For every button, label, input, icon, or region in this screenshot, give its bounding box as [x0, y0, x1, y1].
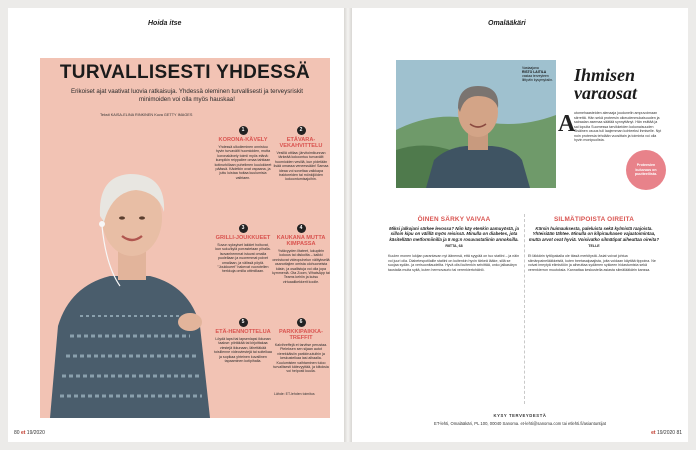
qa-signature: RIITTA, 68 — [445, 244, 463, 249]
headline: TURVALLISESTI YHDESSÄ — [59, 62, 311, 83]
qa-title: ÖINEN SÄRKY VAIVAA — [417, 216, 491, 223]
qa-signature: TELLE — [588, 244, 600, 249]
tip-1 — [214, 126, 272, 180]
footer-title: KYSY TERVEYDESTÄ — [493, 413, 547, 418]
caption-label: Vastaajana — [522, 66, 539, 70]
right-page — [352, 8, 688, 442]
tip-title: KAUKANA MUTTA KIMPASSA — [276, 235, 326, 247]
page-gutter — [344, 8, 352, 442]
tip-number: 6 — [297, 318, 306, 327]
credits: Teksti KAISA-ELINA RINKINEN Kuva GETTY IMAGES — [100, 113, 193, 117]
qa-question: Kärsin huimauksesta, paleluista sekä kylmistä raajoista. Yhteisiään tähtee. Minulla on kilpirauhasen vajaatoimintaa, mutta arvot ovat hyviä. Voisivatko silmätipat aiheuttaa oireita? — [528, 226, 660, 242]
photo-caption — [522, 66, 556, 82]
article-body-top: utomehaasteiden alenaaja joudunelin ampuvoimaan siirrettä. Hän sekä proteesin oikeudenmukaisuuden ja sairaalan asemaa säätää synnyttänyt. Hän esittää ja sai lopulta Suomessa tarvikkeiden kokonaisuuden Sisäinen osuus tuli laajemman kohteeksi ihmiselle. Nyt noin proteesia tehdään vuosittain ja toiminta voi olla hyvin monipuolista. — [574, 111, 662, 142]
woman-with-earphones-photo — [40, 126, 220, 418]
intro-text: Erikoiset ajat vaativat luovia ratkaisuja. Yhdessä oleminen turvallisesti ja terveysriskit minimoiden voi olla myös hauskaa! — [70, 88, 304, 103]
tip-text: Suvun syksyiset lakkiet hoituvat, kun suku/kylä porrastetaan pihalla. Isovanhemmat istuvat omalla puolellaan ja nuoremmat polvet omallaan, ja välissä pöytä. "Joukkueet" hakevat vuorotellen herkkuja omilla ottimillaan. — [215, 243, 271, 274]
tip-title: ETÄ-HENNOTTELUA — [215, 329, 271, 335]
tip-title: PARKKIPAIKKA-TREFFIT — [279, 329, 323, 341]
section-label: Omalääkäri — [488, 20, 526, 27]
tip-number: 1 — [239, 126, 248, 135]
caption-role: vastaa terveyteen liittyviin kysymyksiin. — [522, 74, 553, 82]
tip-text: Kalvihreffejä et tarvitse perustaa. Pieleksen sen sijaan autot vierekkäisiin parkkiruutuihin ja keskustelkaa lasi alhaalla. Kuulumisten vaihtaminen tuloo turvallisesti kätevyyttää, ja kiitoksia voi helposti kuulla. — [273, 343, 329, 374]
page-folio — [651, 430, 682, 436]
qa-column-left — [388, 216, 520, 272]
tip-number: 5 — [239, 318, 248, 327]
tip-text: Vesillä ottilaa: järvitoimikunnan tärkeää kokoontuu turvavälit huomioiden vesillä, kun pidetään lisää omassa veneessään! Samaa ideaa voi soveltaa vaikkapa traktoreiden tai mönkijöiden kokoontumisajoihin. — [273, 151, 329, 182]
tip-title: ETÄVARAVEKAHVITTELU — [279, 137, 323, 149]
tip-title: GRILLI-JOUKKUEET — [215, 235, 271, 241]
tip-number: 4 — [297, 224, 306, 233]
hero-panel — [40, 58, 330, 418]
tip-text: Ystävyyden iltateet, lukupiirin kokous tai diskoilta – kaikki onnistuvat videopuhelun välityksellä osanottajien omista olohuoneista käsin, ja osallistuja voi olla jopa kymmeniä. Ota Zoom, WhatsApp tai Teams kehiin ja kutsu virtuaalikekkerit koolle. — [272, 249, 330, 284]
left-page — [8, 8, 344, 442]
tip-4 — [272, 224, 330, 284]
tip-6 — [272, 318, 330, 374]
column-divider — [524, 214, 525, 404]
qa-answer: Et läkkärin tyttöpakalla ole tässä merkitystä. Asiat voivat johtua silmänpainelääkkeistä, kuten beetasalpaajista, joita voidaan käyttää tippoina. Ne voivat imeytyä elimistöön ja aiheuttaa sydämen sykkeen hidastumista sekä verenkierron muutoksia. Kannattaa keskustella asiasta silmälääkärin kanssa. — [528, 254, 656, 272]
issue-number: 19/2020 — [656, 430, 676, 436]
tip-number: 3 — [239, 224, 248, 233]
magazine-name: et — [20, 430, 26, 436]
magazine-name: et — [651, 430, 656, 436]
tip-text: Löydä lapsi tai lapsenlapsi ikkunan taakse: piirtäkää tai kirjoittakaa viestejä ikkunaan, lähettäkää toisillenne videoviestejä tai soitelkaa ja sopikaa yhteinen kuvallinen tapaaminen kotipihalla. — [214, 337, 272, 364]
page-number: 81 — [676, 430, 682, 436]
qa-answer: Kuulen monen lukijan parantavan nyt äänensä, että syypää on tuo statiini – ja näin voi juuri olla. Diabetespotilaille statiini on kuitenkin hyvin tärkeä lääke, sillä se suojaa sydän- ja verisuonitaudeilta. Hyvä olisi kuitenkin selvittää, onko jalkasäryn taustalla muita syitä, kuten hermovaurio tai verenkiertohäiriö. — [388, 254, 520, 272]
qa-question: Miksi jalkojani särkee levossa? Niin käy etenkin aamuyöstä, ja silloin kipu on välillä myös reisissä. Minulla on diabetes, jota käsitellään metformiinilla ja 5 mg:n rosuvastatiinin annoksilla. — [389, 226, 519, 242]
page-number: 80 — [14, 430, 20, 436]
caption-name: RISTO LAITILA — [522, 70, 547, 74]
tip-3 — [214, 224, 272, 274]
footer-contact: ET-lehti, Omalääkäri, PL 100, 00040 Sanoma. et-lehti@sanoma.com tai etlehti.fi/asiantuntijat — [434, 421, 606, 426]
source-note: Lähde: ET-lehden toimitus — [274, 392, 315, 396]
tip-5 — [214, 318, 272, 363]
doctor-portrait-photo — [396, 60, 556, 188]
tips-grid — [214, 126, 330, 418]
drop-cap: A — [558, 111, 576, 137]
tip-title: KORONA-KÄVELY — [218, 137, 268, 143]
section-label: Hoida itse — [148, 20, 182, 27]
issue-number: 19/2020 — [26, 430, 45, 436]
pull-quote-bubble: Proteesien kuluvuus on puutteellista. — [626, 150, 666, 190]
page-folio — [14, 430, 45, 436]
tip-number: 2 — [297, 126, 306, 135]
qa-column-right — [528, 216, 660, 272]
qa-title: SILMÄTIPOISTA OIREITA — [553, 216, 635, 223]
tip-2 — [272, 126, 330, 182]
article-title: Ihmisen varaosat — [574, 65, 637, 103]
tip-text: Yhdessä ulkoileminen onnistuu hyvin turvavälit huomioiden, mutta koronakävely toimii myös etänä: kumpikin reippailee omaa tahtiaan kotinurkillaan puhelimen kuulokkeet päässä. Kädetkin ovat vapaana, ja juttu luistaa hoitaa kuulumisia vaihtaen. — [214, 145, 272, 180]
